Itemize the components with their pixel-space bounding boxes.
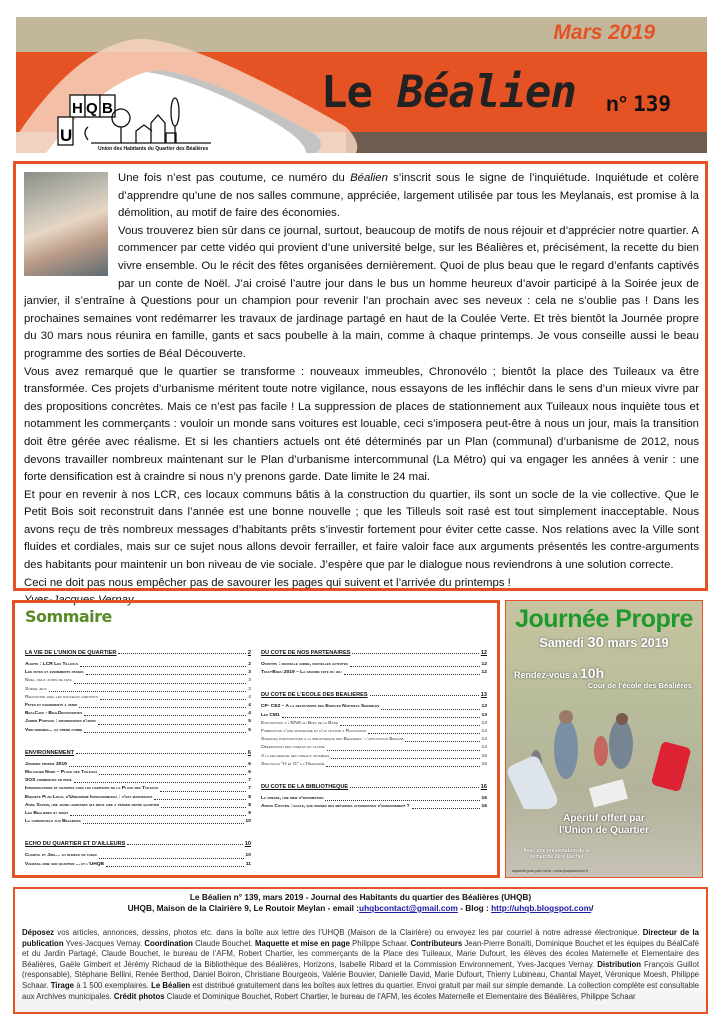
- credit-text: Claude Bouchet.: [192, 938, 255, 948]
- credit-text: Philippe Schaar.: [349, 938, 411, 948]
- toc-entry-label[interactable]: Malacher Nord – Place des Tuileaux: [25, 770, 98, 776]
- toc-entry[interactable]: [25, 710, 251, 718]
- toc-entry-label[interactable]: Vide-grenier... ça prend forme: [25, 727, 83, 733]
- credit-text: Yves-Jacques Vernay.: [63, 938, 145, 948]
- t: - Blog :: [457, 903, 492, 913]
- toc-column-right: [261, 648, 487, 869]
- author-photo: [24, 172, 108, 276]
- toc-entry-page[interactable]: 3: [248, 670, 251, 676]
- text-em: Béalien: [350, 172, 388, 184]
- dot-leader: [381, 703, 479, 709]
- dot-leader: [326, 761, 479, 767]
- dot-leader: [352, 650, 478, 654]
- credit-text: Jean-Pierre Bonaïti, Dominique Bouchet et les équipes du BéalCafé et du Jardin Partagé, Claude Bouchet, le bureau de l’AFM, Robert Chartier, les commerçants de la Place des Tuileaux, Marie Dufourt, les élèves des écoles Maternelle et Elementaire des Béalières, Gaële Gimbert et Jérémy Richaud de la Bibliothèque des Béalières, Horizons, Isabelle Ribard et la Commission Environnement, Yves-Jacques Vernay.: [22, 938, 699, 969]
- toc-entry[interactable]: [25, 777, 251, 785]
- toc-entry[interactable]: [25, 802, 251, 810]
- toc-entry-page[interactable]: 6: [248, 761, 251, 767]
- toc-entry-label[interactable]: Rencontre avec les nouveaux habitants: [25, 694, 98, 700]
- credit-label: Crédit photos: [113, 991, 165, 1001]
- toc-entry-label[interactable]: La chronovelo aux Bealieres: [25, 819, 81, 825]
- credit-label: Directeur de la publication: [22, 928, 699, 948]
- issue-number: [606, 92, 671, 117]
- t: /: [591, 903, 594, 913]
- journee-propre-poster: [505, 600, 703, 878]
- toc-entry[interactable]: [261, 736, 487, 744]
- toc-entry-label[interactable]: Soiree jeux: [25, 686, 47, 692]
- issue-value: 139: [633, 92, 672, 116]
- toc-entry-label[interactable]: Les fetes et evenements passes: [25, 670, 84, 676]
- toc-entry[interactable]: [25, 694, 251, 702]
- dot-leader: [325, 795, 479, 801]
- toc-entry-label[interactable]: Fetes et evenements a venir: [25, 703, 78, 709]
- credit-label: Le Béalien: [151, 980, 191, 990]
- toc-entry-page[interactable]: 12: [481, 662, 487, 667]
- toc-entry-page[interactable]: 4: [248, 711, 251, 717]
- dot-leader: [84, 727, 246, 733]
- email-link[interactable]: uhqbcontact@gmail.com: [359, 903, 458, 913]
- newsletter-title: [321, 67, 576, 118]
- poster-title: Journée Propre: [515, 605, 693, 633]
- dot-leader: [98, 718, 247, 724]
- toc-entry-page[interactable]: 7: [248, 778, 251, 784]
- toc-entry[interactable]: [261, 803, 487, 811]
- toc-entry-page[interactable]: 2: [248, 662, 251, 667]
- toc-entry-page[interactable]: 7: [248, 786, 251, 792]
- toc-entry[interactable]: [25, 818, 251, 826]
- toc-entry[interactable]: [25, 677, 251, 685]
- toc-section-page[interactable]: 13: [480, 692, 487, 699]
- toc-entry-page[interactable]: 16: [481, 796, 487, 802]
- toc-entry-label[interactable]: Jardin Partage : informations d’hiver: [25, 719, 96, 725]
- toc-entry-page[interactable]: 13: [481, 704, 487, 710]
- editorial-paragraph: Vous avez remarqué que le quartier se transforme : nouveaux immeubles, Chronovélo ; bientôt la place des Tuileaux va être transformée. Ces projets d’urbanisme méritent toute notre vigilance, nous essayons de les infléchir dans le sens d’un mieux vivre par des propositions concrètes. Mais ce n’est pas facile ! La suppression de places de stationnement aux Tuileaux nous inquiète tous et notamment les commerçants : vouloir un monde sans voitures est louable, ceci s’imposera peut-être à nous un jour, mais la transition doit être gérée avec réalisme. Et si les chantiers actuels ont été déterminés par un Plan (communal) d’urbanisme de 2012, nous devons travailler nombreux maintenant sur le Plan d’urbanisme intercommunal (La Métro) qui va engager les années à venir : une forte densification est à craindre si nous n’y prenons garde. Date limite le 24 mai.: [24, 365, 699, 484]
- toc-section[interactable]: [261, 784, 487, 790]
- editorial-paragraph: Vous trouverez bien sûr dans ce journal, surtout, beaucoup de motifs de nous réjouir et d’apprécier notre quartier. A commencer par cette vidéo qui provient d’une université belge, sur les Béalières et, précisément, la recette du bien vivre ensemble. Ou le récit des fêtes organisées dernièrement. Quoi de plus beau que le regard d’enfants captivés par un conte de Noël. J’ai croisé l’autre jour dans le bus un homme heureux d’avoir participé à la Soirée jeux de janvier, il s’entraîne à Questions pour un champion pour revenir l’an prochain avec ses neveux : cela ne s’oublie pas ! Dans les prochaines semaines vont redémarrer les travaux de jardinage partagé en haut de la Coulée Verte. Et très bientôt la Journée propre du 30 mars nous réunira en famille, gants et sacs poubelle à la main, comme à chaque printemps. Je vous conseille aussi le beau programme des sorties de Béal Découverte.: [24, 224, 699, 360]
- toc-entry[interactable]: [25, 794, 251, 802]
- dot-leader: [368, 728, 479, 734]
- text: Une fois n’est pas coutume, ce numéro du: [118, 172, 351, 184]
- title-le: Le: [321, 67, 372, 118]
- poster-rdv: [514, 665, 702, 681]
- t: l’Union de Quartier: [558, 825, 649, 836]
- toc-entry-page[interactable]: 9: [248, 811, 251, 817]
- toc-entry[interactable]: [25, 769, 251, 777]
- toc-entry[interactable]: [25, 852, 251, 860]
- t: UHQB, Maison de la Clairière 9, Le Routoir Meylan - email :: [127, 903, 360, 913]
- credit-text: François Guillot (responsable), Stéphane Bellini, Renée Berthod, Daniel Boiron, Christiane Bourgeois, Valérie Bouvier, Danielle David, Marie Dufourt, Thierry Lubineau, Chantal Mayet, Véronique Moesh, Philippe Schaar.: [22, 959, 699, 990]
- toc-entry-page[interactable]: 8: [248, 794, 251, 800]
- toc-section-page[interactable]: 6: [247, 749, 251, 756]
- dot-leader: [70, 810, 246, 816]
- t: Apéritif offert par: [563, 813, 645, 824]
- toc-entry-label[interactable]: La presse, une mine d’information: [261, 796, 324, 802]
- toc-title: Sommaire: [25, 607, 112, 626]
- toc-entry-label[interactable]: A la recherche des oiseaux invisibles: [261, 753, 330, 759]
- toc-entry[interactable]: [261, 669, 487, 677]
- toc-entry[interactable]: [25, 661, 251, 669]
- credit-text: à 1 500 exemplaires.: [73, 980, 152, 990]
- toc-entry-label[interactable]: Journee propre 2019: [25, 761, 67, 767]
- toc-entry-page[interactable]: 8: [248, 802, 251, 808]
- credit-label: Coordination: [144, 938, 193, 948]
- dot-leader: [76, 750, 246, 754]
- dot-leader: [79, 702, 246, 708]
- toc-section[interactable]: [25, 841, 251, 847]
- poster-date: [506, 634, 702, 651]
- toc-entry-page[interactable]: 3: [248, 678, 251, 684]
- poster-aperitif: [506, 813, 702, 837]
- toc-entry-label[interactable]: SOS commerces en peril: [25, 778, 73, 784]
- dot-leader: [344, 669, 480, 675]
- credit-text: est distribué gratuitement dans les boîtes aux lettres du quartier. Envoi gratuit par mail sur simple demande. La collection complète est consultable aux Archives municipales.: [22, 980, 700, 1001]
- issue-month: Mars 2019: [553, 21, 655, 44]
- dot-leader: [118, 650, 245, 654]
- toc-entry-label[interactable]: Enquete Plan Local d’Urbanisme Intercommunal : c’est maintenant: [25, 794, 153, 800]
- toc-section-label[interactable]: LA VIE DE L’UNION DE QUARTIER: [25, 650, 117, 656]
- toc-entry-label[interactable]: Anna Savkin, une jeune habitante qui nous aide a penser notre quartier: [25, 802, 159, 808]
- svg-text:U: U: [60, 126, 73, 145]
- toc-entry[interactable]: [25, 761, 251, 769]
- toc-column-left: [25, 648, 251, 869]
- toc-section-page[interactable]: 2: [247, 650, 251, 656]
- toc-entry-page[interactable]: 13: [481, 720, 487, 726]
- toc-entry-label[interactable]: Chantal et Joël... au bureau de tabac: [25, 853, 98, 859]
- toc-entry-page[interactable]: 5: [248, 719, 251, 725]
- toc-entry[interactable]: [25, 727, 251, 735]
- dot-leader: [405, 736, 479, 742]
- editorial-paragraph: Et pour en revenir à nos LCR, ces locaux communs bâtis à la construction du quartier, ils sont un socle de la vie collective. Que le Petit Bois soit reconstruit dans l’année est une bonne nouvelle ; que les Tilleuls soit rasé est tout simplement inacceptable. Nous avons reçu de très nombreux messages d’habitants prêts s’investir fortement pour éviter cette casse. Nos relations avec la Ville sont fluides et cordiales, mais sur ce sujet nous allons devoir ferrailler, et faire valoir face aux arguments présentés les contre-arguments des habitants pour maintenir un bon niveau de vie sociale. J’espère que par le dialogue nous reviendrons à une solution correcte.: [24, 488, 699, 572]
- poster-credit: aquarelle jean-paul roche • www.jeanpaulroche.fr: [512, 869, 589, 873]
- toc-entry-label[interactable]: Interrogations et craintes chez les habitants de la Place des Tuileaux: [25, 786, 159, 792]
- toc-section-page[interactable]: 16: [480, 784, 487, 791]
- toc-entry-label[interactable]: Les CM1: [261, 712, 280, 718]
- toc-entry-label[interactable]: Alerte : LCR Les Tilleuls: [25, 662, 78, 667]
- editorial: [13, 161, 708, 607]
- toc-entry-label[interactable]: Apero Citoyen : ecole, que penser des methodes alternatives d’enseignement ?: [261, 804, 410, 810]
- spacer: [261, 769, 487, 782]
- dot-leader: [350, 784, 479, 788]
- credit-text: vos articles, annonces, dessins, photos etc. dans la boîte aux lettre des l’UHQB (Maison de la Clairière) ou envoyez les par courriel à notre adresse électronique.: [54, 928, 643, 937]
- toc-entry-label[interactable]: BealCafe - BealDecouvertes: [25, 711, 83, 717]
- toc-entry-label[interactable]: Exploration a l’ENS du Bois de la Batie: [261, 720, 339, 726]
- logo-caption: Union des Habitants du Quartier des Béalières: [98, 146, 209, 152]
- toc-entry-label[interactable]: Ouistitis : nouvelle annee, nouvelles activites: [261, 662, 348, 667]
- credit-text: Claude et Dominique Bouchet, Robert Chartier, le bureau de l’AFM, les écoles Maternelle et Elementaire des Béalières, Philippe Schaar: [164, 991, 636, 1001]
- toc-section-label[interactable]: ENVIRONNEMENT: [25, 749, 75, 756]
- svg-text:B: B: [102, 100, 113, 117]
- toc-section-label[interactable]: ECHO DU QUARTIER ET D’AILLEURS: [25, 841, 126, 848]
- dot-leader: [86, 669, 247, 675]
- toc-entry-page[interactable]: 5: [248, 727, 251, 733]
- toc-entry[interactable]: [261, 728, 487, 736]
- toc-entry[interactable]: [261, 720, 487, 728]
- toc-section-label[interactable]: DU COTE DE NOS PARTENAIRES: [261, 650, 351, 656]
- toc-entry-page[interactable]: 4: [248, 703, 251, 709]
- toc-entry[interactable]: [261, 795, 487, 803]
- dot-leader: [370, 692, 479, 696]
- dot-leader: [74, 677, 247, 683]
- t: 30: [587, 634, 604, 651]
- dot-leader: [99, 769, 246, 775]
- toc-entry[interactable]: [261, 712, 487, 720]
- toc-entry[interactable]: [261, 761, 487, 769]
- toc-entry-label[interactable]: CP- CE2 – A la decouverte des Espaces Naturels Sensibles: [261, 704, 380, 710]
- toc-entry[interactable]: [25, 686, 251, 694]
- spacer: [25, 735, 251, 748]
- toc-section[interactable]: [261, 650, 487, 656]
- toc-entry-page[interactable]: 12: [481, 670, 487, 676]
- dot-leader: [83, 818, 244, 824]
- dot-leader: [100, 694, 246, 700]
- toc-entry-label[interactable]: Tohu-Bohu 2019 – La grande fete du jeu: [261, 670, 342, 676]
- toc-entry-page[interactable]: 16: [481, 804, 487, 810]
- toc-entry-label[interactable]: Les Bealieres by night: [25, 811, 69, 817]
- toc-entry-page[interactable]: 6: [248, 770, 251, 776]
- toc-entry-label[interactable]: Spectacle "H et G" a l’Hexagone: [261, 761, 325, 767]
- toc-entry[interactable]: [25, 702, 251, 710]
- toc-entry-label[interactable]: Observation des oiseaux en classe: [261, 745, 325, 751]
- toc-entry[interactable]: [261, 744, 487, 752]
- colophon-credits: [22, 928, 699, 1002]
- toc-entry-page[interactable]: 10: [245, 819, 251, 825]
- toc-entry-page[interactable]: 15: [481, 761, 487, 767]
- toc-entry-page[interactable]: 3: [248, 686, 251, 692]
- toc-entry[interactable]: [261, 661, 487, 669]
- toc-entry-page[interactable]: 14: [481, 729, 487, 735]
- toc-section-label[interactable]: DU COTE DE L’ECOLE DES BEALIERES: [261, 692, 368, 699]
- toc-entry-page[interactable]: 14: [481, 737, 487, 743]
- masthead: [16, 17, 707, 153]
- toc-entry-page[interactable]: 4: [248, 694, 251, 700]
- toc-entry-page[interactable]: 10: [245, 853, 251, 859]
- toc-entry[interactable]: [25, 810, 251, 818]
- dot-leader: [69, 761, 246, 767]
- dot-leader: [154, 794, 246, 800]
- poster-zero-dechet: Avec une présentation de la démarche Zéro Déchet: [523, 848, 590, 860]
- toc-section-page[interactable]: 10: [244, 841, 251, 848]
- credit-label: Contributeurs: [410, 938, 463, 948]
- editorial-paragraph: Ceci ne doit pas nous empêcher pas de savourer les pages qui suivent et l’arrivée du printemps !: [24, 576, 511, 589]
- toc-section[interactable]: [261, 692, 487, 698]
- colophon-contact: [22, 903, 699, 914]
- dot-leader: [84, 710, 246, 716]
- toc-entry-label[interactable]: Vanessa aime son quartier ... et l’UHQB: [25, 861, 105, 867]
- poster-illustration: [506, 689, 703, 809]
- toc-entry[interactable]: [25, 718, 251, 726]
- toc-entry-label[interactable]: Noël, deux jours de fete: [25, 678, 72, 684]
- spacer: [25, 826, 251, 839]
- t: 10h: [580, 665, 605, 681]
- dot-leader: [412, 803, 480, 809]
- toc-section-label[interactable]: DU COTE DE LA BIBLIOTHEQUE: [261, 784, 349, 791]
- dot-leader: [350, 661, 480, 667]
- dot-leader: [127, 841, 242, 845]
- toc-entry[interactable]: [261, 703, 487, 711]
- toc-entry-label[interactable]: Sciences participatives a la bibliotheque des Bealieres : l’application Birdlab: [261, 737, 404, 743]
- dot-leader: [331, 753, 479, 759]
- dot-leader: [160, 785, 246, 791]
- blog-link[interactable]: http://uhqb.blogspot.com: [491, 903, 592, 913]
- dot-leader: [99, 852, 243, 858]
- toc-entry-label[interactable]: Fabrication d’une mangeoire et d’un nichoir a Rochasson: [261, 729, 367, 735]
- title-name: Béalien: [397, 67, 576, 118]
- issue-label: n°: [606, 93, 628, 116]
- text: s’inscrit sous le signe de l’inquiétude. Inquiétude et colère d’apprendre qu’une de nos salles commune, appréciée, largement utilisée par tous les Meylanais, est promise à la démolition, au motif de faire des économies.: [118, 172, 699, 220]
- dot-leader: [106, 861, 244, 867]
- dot-leader: [80, 661, 246, 667]
- toc-entry[interactable]: [25, 669, 251, 677]
- dot-leader: [340, 720, 480, 726]
- toc-entry-page[interactable]: 15: [481, 753, 487, 759]
- poster-place: Cour de l’école des Béalières: [587, 681, 692, 690]
- t: mars 2019: [603, 636, 669, 650]
- dot-leader: [74, 777, 246, 783]
- editorial-paragraph: [24, 170, 699, 223]
- spacer: [261, 677, 487, 690]
- credit-label: Maquette et mise en page: [254, 938, 350, 948]
- toc-entry[interactable]: [25, 785, 251, 793]
- toc-entry-page[interactable]: 13: [481, 712, 487, 718]
- toc-entry-page[interactable]: 14: [481, 745, 487, 751]
- toc-section[interactable]: [25, 750, 251, 756]
- t: Samedi: [539, 636, 588, 650]
- toc-entry[interactable]: [261, 753, 487, 761]
- toc-section[interactable]: [25, 650, 251, 656]
- colophon-title: Le Béalien n° 139, mars 2019 - Journal des Habitants du quartier des Béalières (UHQB): [189, 892, 532, 902]
- dot-leader: [327, 744, 480, 750]
- table-of-contents: [12, 600, 500, 878]
- credit-label: Distribution: [597, 959, 642, 969]
- dot-leader: [49, 686, 247, 692]
- toc-entry-page[interactable]: 11: [245, 861, 251, 867]
- editorial-signature: Yves-Jacques Vernay: [24, 594, 134, 607]
- credit-label: Tirage: [50, 980, 74, 990]
- colophon: [13, 887, 708, 1014]
- svg-text:Q: Q: [86, 100, 98, 117]
- dot-leader: [282, 712, 480, 718]
- dot-leader: [161, 802, 246, 808]
- toc-section-page[interactable]: 12: [480, 650, 487, 656]
- svg-text:H: H: [72, 100, 83, 117]
- toc-entry[interactable]: [25, 861, 251, 869]
- credit-label: Déposez: [22, 928, 55, 937]
- t: Rendez-vous à: [514, 670, 581, 680]
